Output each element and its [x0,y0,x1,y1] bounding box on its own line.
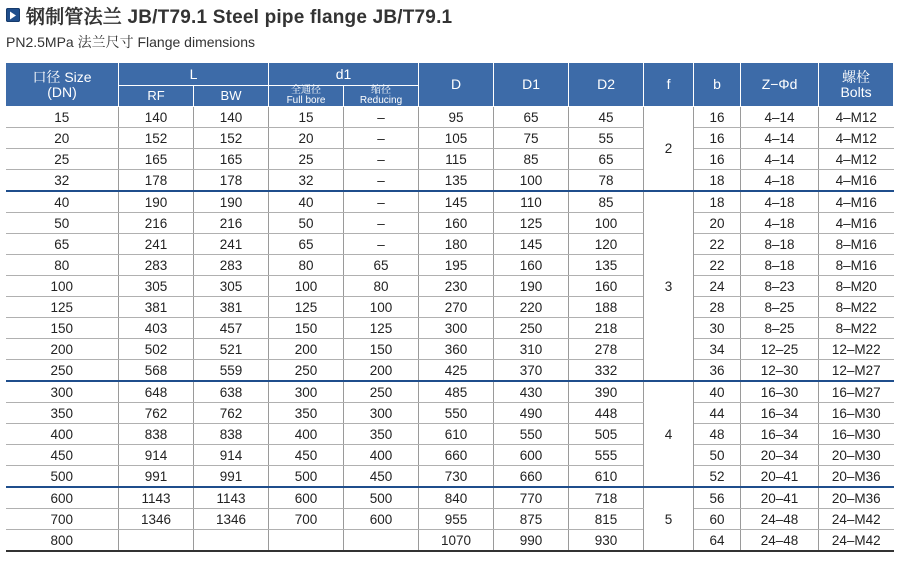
cell-D1: 110 [494,191,569,213]
cell-dn: 350 [6,403,119,424]
cell-rf: 190 [119,191,194,213]
cell-d1-full-bore: 150 [269,318,344,339]
cell-dn: 100 [6,276,119,297]
cell-bw: 305 [194,276,269,297]
cell-D1: 75 [494,128,569,149]
cell-bolts: 24–M42 [819,530,894,552]
header-full-bore-en: Full bore [286,95,326,106]
cell-rf: 381 [119,297,194,318]
cell-f: 2 [644,107,694,192]
cell-rf: 762 [119,403,194,424]
cell-b: 52 [694,466,741,488]
cell-d1-reducing: 125 [344,318,419,339]
cell-D2: 718 [569,487,644,509]
cell-D2: 505 [569,424,644,445]
table-row [6,255,894,276]
cell-z-phi-d: 12–25 [741,339,819,360]
cell-D2: 448 [569,403,644,424]
cell-bolts: 4–M12 [819,107,894,128]
cell-dn: 50 [6,213,119,234]
cell-bolts: 8–M16 [819,255,894,276]
cell-rf: 502 [119,339,194,360]
cell-rf: 152 [119,128,194,149]
cell-z-phi-d: 4–14 [741,128,819,149]
cell-bw: 241 [194,234,269,255]
cell-rf [119,530,194,552]
cell-d1-reducing: – [344,107,419,128]
cell-bw: 1346 [194,509,269,530]
cell-bw: 838 [194,424,269,445]
cell-D1: 190 [494,276,569,297]
cell-z-phi-d: 12–30 [741,360,819,382]
cell-z-phi-d: 20–34 [741,445,819,466]
table-row [6,107,894,128]
cell-d1-full-bore: 25 [269,149,344,170]
cell-D: 145 [419,191,494,213]
cell-D: 160 [419,213,494,234]
cell-rf: 165 [119,149,194,170]
cell-D: 270 [419,297,494,318]
cell-rf: 305 [119,276,194,297]
header-z-phi-d: Z−Φd [741,63,819,107]
cell-D1: 125 [494,213,569,234]
cell-D: 550 [419,403,494,424]
cell-D2: 65 [569,149,644,170]
cell-D: 425 [419,360,494,382]
page-title: 钢制管法兰 JB/T79.1 Steel pipe flange JB/T79.1 [26,6,453,28]
cell-b: 16 [694,107,741,128]
cell-d1-full-bore: 600 [269,487,344,509]
header-size-line2: (DN) [47,83,77,100]
cell-d1-full-bore: 32 [269,170,344,192]
cell-b: 40 [694,381,741,403]
cell-D1: 160 [494,255,569,276]
cell-bolts: 4–M16 [819,170,894,192]
cell-D: 485 [419,381,494,403]
cell-d1-reducing: 80 [344,276,419,297]
cell-bolts: 4–M16 [819,191,894,213]
cell-b: 48 [694,424,741,445]
cell-bw: 762 [194,403,269,424]
cell-bolts: 12–M27 [819,360,894,382]
table-row [6,170,894,192]
cell-d1-reducing: – [344,128,419,149]
cell-bw: 140 [194,107,269,128]
cell-dn: 40 [6,191,119,213]
cell-bw: 638 [194,381,269,403]
cell-D: 610 [419,424,494,445]
cell-dn: 20 [6,128,119,149]
cell-bolts: 20–M36 [819,466,894,488]
cell-b: 16 [694,128,741,149]
cell-rf: 140 [119,107,194,128]
table-row [6,149,894,170]
cell-D2: 55 [569,128,644,149]
cell-d1-full-bore: 400 [269,424,344,445]
cell-d1-reducing: 400 [344,445,419,466]
cell-dn: 500 [6,466,119,488]
cell-d1-full-bore: 125 [269,297,344,318]
header-bolts-en: Bolts [840,83,872,100]
cell-d1-reducing: 450 [344,466,419,488]
cell-bolts: 4–M16 [819,213,894,234]
cell-dn: 800 [6,530,119,552]
table-row [6,318,894,339]
cell-D2: 332 [569,360,644,382]
cell-b: 36 [694,360,741,382]
cell-b: 20 [694,213,741,234]
cell-rf: 838 [119,424,194,445]
cell-rf: 403 [119,318,194,339]
cell-d1-full-bore: 15 [269,107,344,128]
cell-d1-reducing: 150 [344,339,419,360]
cell-d1-reducing: 65 [344,255,419,276]
header-D: D [419,63,494,107]
cell-d1-reducing: – [344,170,419,192]
header-d1: d1 [269,63,419,86]
cell-D1: 550 [494,424,569,445]
cell-z-phi-d: 4–14 [741,149,819,170]
table-row [6,297,894,318]
cell-bw: 914 [194,445,269,466]
cell-d1-reducing: 250 [344,381,419,403]
cell-d1-reducing [344,530,419,552]
cell-D1: 85 [494,149,569,170]
cell-D: 135 [419,170,494,192]
cell-z-phi-d: 8–23 [741,276,819,297]
cell-D: 195 [419,255,494,276]
cell-b: 50 [694,445,741,466]
cell-bw [194,530,269,552]
page-subtitle: PN2.5MPa 法兰尺寸 Flange dimensions [6,34,255,50]
cell-D2: 815 [569,509,644,530]
cell-f: 4 [644,381,694,487]
table-row [6,403,894,424]
cell-D: 230 [419,276,494,297]
cell-D1: 250 [494,318,569,339]
header-reducing-cn: 缩径 [371,85,392,96]
cell-dn: 300 [6,381,119,403]
table-row [6,466,894,488]
cell-f: 3 [644,191,694,381]
table-row [6,276,894,297]
cell-d1-reducing: 100 [344,297,419,318]
cell-d1-full-bore: 40 [269,191,344,213]
cell-dn: 65 [6,234,119,255]
cell-b: 64 [694,530,741,552]
cell-bolts: 8–M16 [819,234,894,255]
cell-bw: 1143 [194,487,269,509]
cell-bw: 381 [194,297,269,318]
cell-b: 18 [694,170,741,192]
cell-d1-full-bore: 500 [269,466,344,488]
cell-D2: 135 [569,255,644,276]
table-row [6,445,894,466]
cell-D: 840 [419,487,494,509]
cell-dn: 700 [6,509,119,530]
header-D1: D1 [494,63,569,107]
cell-bolts: 16–M30 [819,424,894,445]
cell-rf: 241 [119,234,194,255]
header-bolts-cn: 螺栓 [842,68,871,85]
cell-D: 1070 [419,530,494,552]
cell-dn: 400 [6,424,119,445]
cell-d1-reducing: 500 [344,487,419,509]
cell-z-phi-d: 4–18 [741,213,819,234]
cell-D2: 45 [569,107,644,128]
cell-rf: 648 [119,381,194,403]
cell-d1-full-bore: 350 [269,403,344,424]
cell-D2: 78 [569,170,644,192]
cell-D1: 310 [494,339,569,360]
header-reducing-en: Reducing [359,95,403,106]
cell-D2: 160 [569,276,644,297]
cell-b: 24 [694,276,741,297]
cell-b: 34 [694,339,741,360]
cell-d1-full-bore: 80 [269,255,344,276]
cell-d1-reducing: – [344,234,419,255]
cell-D2: 218 [569,318,644,339]
cell-z-phi-d: 16–30 [741,381,819,403]
cell-bolts: 8–M22 [819,297,894,318]
cell-d1-reducing: 350 [344,424,419,445]
cell-b: 18 [694,191,741,213]
cell-bw: 521 [194,339,269,360]
cell-z-phi-d: 16–34 [741,403,819,424]
cell-bolts: 16–M27 [819,381,894,403]
cell-z-phi-d: 4–14 [741,107,819,128]
cell-bw: 559 [194,360,269,382]
cell-b: 56 [694,487,741,509]
cell-d1-full-bore: 50 [269,213,344,234]
table-row [6,360,894,382]
table-row [6,381,894,403]
cell-d1-full-bore: 250 [269,360,344,382]
cell-D2: 188 [569,297,644,318]
cell-z-phi-d: 20–41 [741,466,819,488]
cell-z-phi-d: 8–25 [741,297,819,318]
cell-D1: 490 [494,403,569,424]
cell-d1-reducing: 300 [344,403,419,424]
cell-d1-full-bore: 300 [269,381,344,403]
cell-bw: 152 [194,128,269,149]
cell-b: 22 [694,255,741,276]
cell-d1-full-bore [269,530,344,552]
cell-d1-full-bore: 700 [269,509,344,530]
table-row [6,339,894,360]
cell-d1-reducing: – [344,149,419,170]
header-full-bore-cn: 全通径 [291,85,322,96]
table-row [6,191,894,213]
header-RF: RF [119,86,194,107]
cell-D1: 220 [494,297,569,318]
cell-D1: 875 [494,509,569,530]
cell-dn: 600 [6,487,119,509]
cell-D: 105 [419,128,494,149]
cell-b: 22 [694,234,741,255]
cell-bw: 991 [194,466,269,488]
cell-bolts: 12–M22 [819,339,894,360]
cell-rf: 568 [119,360,194,382]
flange-dimensions-table [5,62,894,552]
cell-D: 180 [419,234,494,255]
table-row [6,213,894,234]
cell-rf: 1346 [119,509,194,530]
cell-z-phi-d: 8–18 [741,255,819,276]
cell-bolts: 20–M36 [819,487,894,509]
cell-D2: 555 [569,445,644,466]
table-row [6,487,894,509]
cell-d1-reducing: – [344,213,419,234]
header-f: f [644,63,694,107]
cell-D2: 85 [569,191,644,213]
cell-D: 360 [419,339,494,360]
cell-bw: 216 [194,213,269,234]
cell-d1-reducing: 200 [344,360,419,382]
cell-D1: 430 [494,381,569,403]
cell-D: 660 [419,445,494,466]
cell-dn: 450 [6,445,119,466]
cell-D1: 370 [494,360,569,382]
cell-D2: 930 [569,530,644,552]
cell-z-phi-d: 24–48 [741,509,819,530]
cell-D1: 770 [494,487,569,509]
cell-D: 955 [419,509,494,530]
cell-z-phi-d: 8–18 [741,234,819,255]
cell-dn: 32 [6,170,119,192]
cell-D2: 390 [569,381,644,403]
table-row [6,128,894,149]
cell-D2: 278 [569,339,644,360]
cell-bolts: 8–M22 [819,318,894,339]
cell-dn: 125 [6,297,119,318]
play-arrow-icon [6,8,20,22]
cell-dn: 15 [6,107,119,128]
header-BW: BW [194,86,269,107]
header-reducing [344,86,419,107]
cell-bw: 283 [194,255,269,276]
cell-z-phi-d: 20–41 [741,487,819,509]
cell-z-phi-d: 24–48 [741,530,819,552]
cell-z-phi-d: 4–18 [741,170,819,192]
cell-D1: 660 [494,466,569,488]
cell-bolts: 4–M12 [819,128,894,149]
cell-D: 730 [419,466,494,488]
cell-rf: 178 [119,170,194,192]
table-row [6,234,894,255]
cell-dn: 200 [6,339,119,360]
header-size-line1: 口径 Size [32,68,92,85]
cell-z-phi-d: 4–18 [741,191,819,213]
table-row [6,424,894,445]
cell-dn: 250 [6,360,119,382]
table-row [6,509,894,530]
cell-dn: 150 [6,318,119,339]
cell-bolts: 4–M12 [819,149,894,170]
cell-bolts: 20–M30 [819,445,894,466]
cell-D1: 145 [494,234,569,255]
cell-rf: 991 [119,466,194,488]
cell-b: 30 [694,318,741,339]
table-body [6,107,894,552]
cell-bw: 190 [194,191,269,213]
cell-b: 28 [694,297,741,318]
table-row [6,530,894,552]
cell-z-phi-d: 16–34 [741,424,819,445]
cell-D2: 120 [569,234,644,255]
header-L: L [119,63,269,86]
header-D2: D2 [569,63,644,107]
cell-D1: 600 [494,445,569,466]
cell-rf: 283 [119,255,194,276]
cell-bolts: 24–M42 [819,509,894,530]
cell-D1: 990 [494,530,569,552]
cell-rf: 216 [119,213,194,234]
cell-d1-full-bore: 100 [269,276,344,297]
header-bolts [819,63,894,107]
cell-D: 115 [419,149,494,170]
cell-z-phi-d: 8–25 [741,318,819,339]
cell-f: 5 [644,487,694,551]
title-row [6,2,452,28]
cell-dn: 25 [6,149,119,170]
cell-D1: 65 [494,107,569,128]
cell-bolts: 8–M20 [819,276,894,297]
cell-D2: 100 [569,213,644,234]
cell-d1-reducing: 600 [344,509,419,530]
header-size [6,63,119,107]
cell-D: 300 [419,318,494,339]
cell-bw: 165 [194,149,269,170]
cell-b: 16 [694,149,741,170]
cell-rf: 1143 [119,487,194,509]
cell-bolts: 16–M30 [819,403,894,424]
cell-d1-full-bore: 450 [269,445,344,466]
cell-bw: 457 [194,318,269,339]
header-full-bore [269,86,344,107]
cell-D2: 610 [569,466,644,488]
cell-dn: 80 [6,255,119,276]
cell-D: 95 [419,107,494,128]
cell-d1-full-bore: 20 [269,128,344,149]
cell-d1-reducing: – [344,191,419,213]
cell-b: 60 [694,509,741,530]
cell-D1: 100 [494,170,569,192]
cell-rf: 914 [119,445,194,466]
cell-d1-full-bore: 200 [269,339,344,360]
table-header [6,63,894,107]
cell-bw: 178 [194,170,269,192]
cell-b: 44 [694,403,741,424]
cell-d1-full-bore: 65 [269,234,344,255]
header-b: b [694,63,741,107]
